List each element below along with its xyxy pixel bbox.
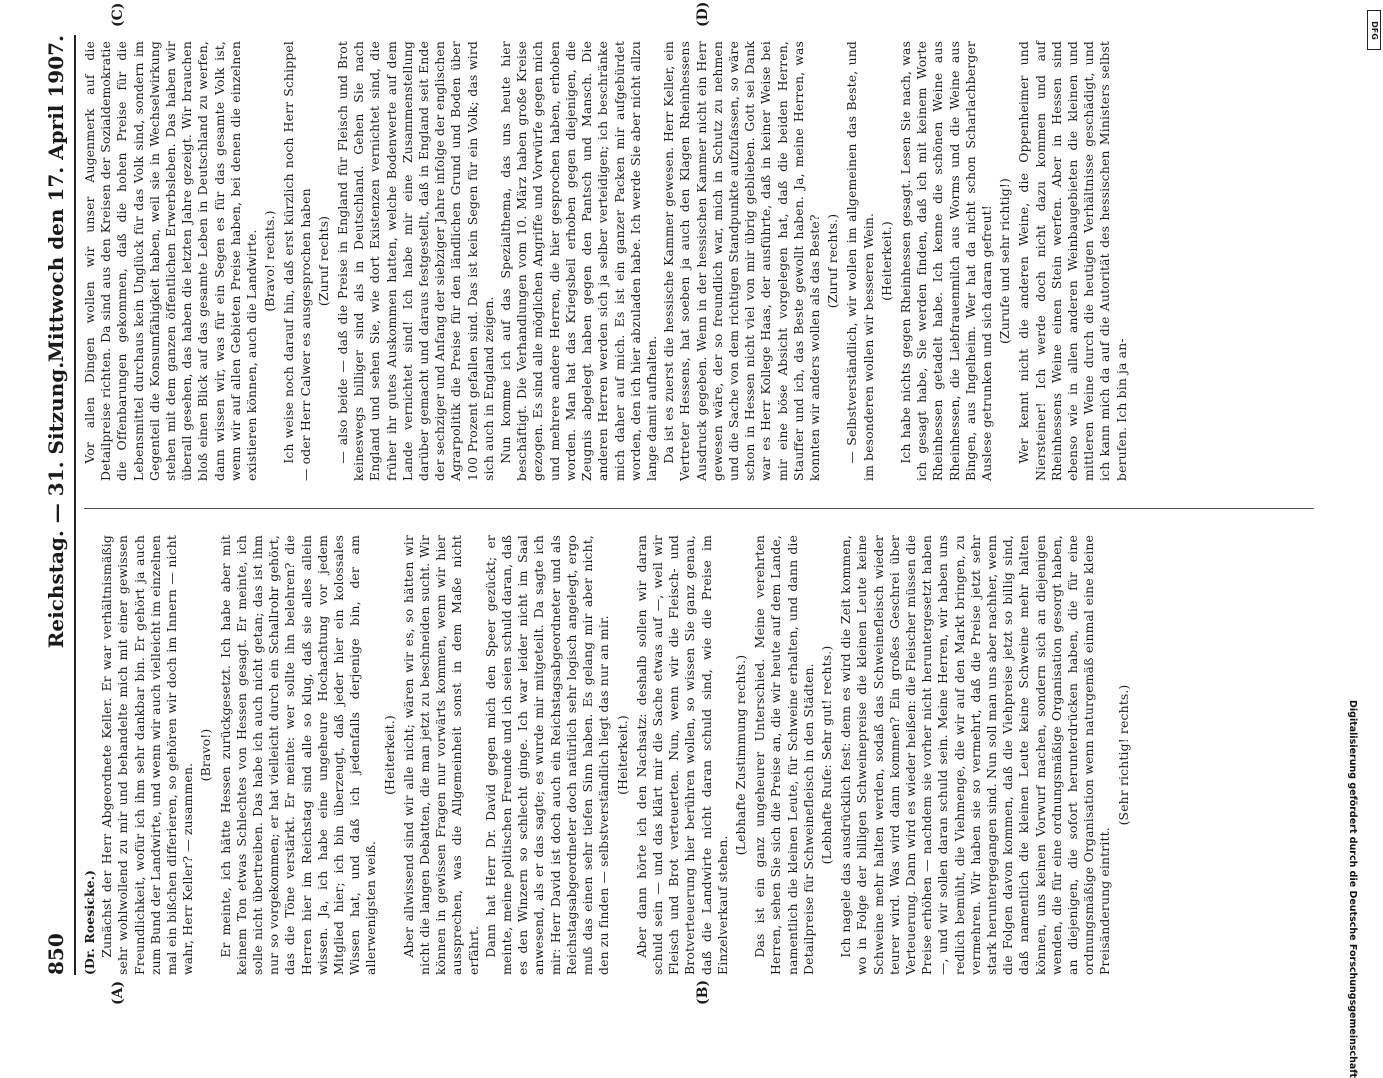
- paragraph: Er meinte, ich hätte Hessen zurückgesetzt. Ich habe aber mit keinem Ton etwas Schlechtes von Hessen gesagt. Er meinte, ich solle nicht übertreiben. Das habe ich auch nicht getan; das ist ihm nur so vorgekommen; er hat vielleicht durch ein Schallrohr gehört, das die Töne verstärkt. Er meinte: wer sollte ihn belehren? die Herren hier im Reichstag sind alle so klug, daß sie alles allein wissen. Ja, ich habe eine ungeheure Hochachtung vor jedem Mitglied hier; ich bin überzeugt, daß jeder hier ein kolossales Wissen hat, und daß ich jedenfalls derjenige bin, der am allerwenigsten weiß.: [217, 535, 379, 975]
- paragraph: Aber dann hörte ich den Nachsatz: deshalb sollen wir daran schuld sein — und das klärt mir die Sache etwas auf —, weil wir Fleisch und Brot verteuerten. Nun, wenn wir die Fleisch- und Brotverteuerung hier berühren wollen, so wissen Sie ganz genau, daß die Landwirte nicht daran schuld sind, wie die Preise im Einzelverkauf stehen.: [633, 535, 730, 975]
- paragraph: — also beide — daß die Preise in England für Fleisch und Brot keineswegs billiger sind als in Deutschland. Gehen Sie nach England und sehen Sie, wie dort Existenzen vernichtet sind, die früher ihr gutes Auskommen hatten, welche Bodenwerte auf dem Lande vernichtet sind! Ich habe mir eine Zusammenstellung darüber gemacht und daraus festgestellt, daß in England seit Ende der sechziger und Anfang der siebziger Jahre infolge der englischen Agrarpolitik die Preise für den ländlichen Grund und Boden über 100 Prozent gefallen sind. Das ist kein Segen für ein Volk; das wird sich auch in England zeigen.: [335, 41, 496, 481]
- paragraph: Dann hat Herr Dr. David gegen mich den Speer gezückt; er meinte, meine politischen Freunde und ich seien schuld daran, daß es den Winzern so schlecht ginge. Ich war leider nicht im Saal anwesend, als er das sagte; es wurde mir mitgeteilt. Da sagte ich mir: Herr David ist doch auch ein Reichstagsabgeordneter und als Reichstagsabgeordneter doch natürlich sehr logisch angelegt, ergo muß das einen sehr tiefen Sinn haben. Es gelang mir aber nicht, den zu finden — selbstverständlich liegt das nur an mir.: [482, 535, 612, 975]
- paragraph: Ich nagele das ausdrücklich fest: denn es wird die Zeit kommen, wo in Folge der billigen Schweinepreise die kleinen Leute keine Schweine mehr halten werden, sodaß das Schweinefleisch wieder teurer wird. Was wird dann kommen? Ein großes Geschrei über Verteuerung. Dann wird es wieder heißen: die Fleischer müssen die Preise erhöhen — nachdem sie vorher nicht heruntergesetzt haben —, und wir sollen daran schuld sein. Meine Herren, wir haben uns redlich bemüht, die Viehmenge, die wir auf den Markt bringen, zu vermehren. Wir haben sie so vermehrt, daß die Preise jetzt sehr stark heruntergegangen sind. Nun soll man uns aber nachher, wenn die Folgen davon kommen, daß die Viehpreise jetzt so billig sind, daß namentlich die kleinen Leute keine Schweine mehr halten können, uns keinen Vorwurf machen, sondern sich an diejenigen wenden, die für eine ordnungsmäßige Organisation gesorgt haben, an diejenigen, die sofort herunterdrücken haben, die für eine ordnungsmäßige Organisation wenn naturgemäß einmal eine kleine Preisänderung eintritt.: [838, 535, 1113, 975]
- page-header: [40, 35, 74, 975]
- interjection: (Zuruf rechts.): [825, 213, 841, 309]
- interjection: (Heiterkeit.): [878, 221, 894, 301]
- dfg-logo-text: DFG: [1369, 20, 1379, 40]
- session-title: Reichstag. — 31. Sitzung.: [44, 361, 68, 649]
- paragraph: Aber allwissend sind wir alle nicht; wären wir es, so hätten wir nicht die langen Debatten, die man jetzt zu beschneiden sucht. Wir können in gewissen Fragen nur vorwärts kommen, wenn wir hier aussprechen, was die Allgemeinheit sonst in dem Maße nicht erfährt.: [400, 535, 481, 975]
- interjection: (Heiterkeit.): [381, 715, 397, 795]
- margin-letter-a: (A): [110, 980, 126, 1005]
- interjection: (Zuruf rechts): [315, 215, 331, 307]
- interjection: (Heiterkeit.): [614, 715, 630, 795]
- paragraph: Nun komme ich auf das Spezialthema, das uns heute hier beschäftigt. Die Verhandlungen vom 10. März haben große Kreise gezogen. Es sind alle möglichen Angriffe und Vorwürfe gegen mich und mehrere andere Herren, die hier gesprochen haben, erhoben worden. Man hat das Kriegsbeil erhoben gegen diejenigen, die Zeugnis abgelegt haben gegen den Pantsch und Mansch. Die anderen Herren werden sich ja selber verteidigen; ich beschränke mich daher auf mich. Es ist ein ganzer Packen mir aufgebürdet worden, den ich hier abzuladen habe. Ich werde Sie aber nicht allzu lange damit aufhalten.: [498, 41, 659, 481]
- margin-letter-c: (C): [110, 2, 126, 27]
- paragraph: Ich weise noch darauf hin, daß erst kürzlich noch Herr Schippel — oder Herr Calwer es ausgesprochen haben: [281, 41, 313, 481]
- printed-page: [40, 1, 1330, 1005]
- speaker-label: (Dr. Roesicke.): [82, 869, 97, 975]
- session-date: Mittwoch den 17. April 1907.: [44, 35, 68, 363]
- interjection: (Zurufe und sehr richtig!): [997, 178, 1013, 344]
- paragraph: Da ist es zuerst die hessische Kammer gewesen. Herr Keller, ein Vertreter Hessens, hat soeben ja auch den Klagen Rheinhessens Ausdruck gegeben. Wenn in der hessischen Kammer nicht ein Herr gewesen wäre, der so freundlich war, mich in Schutz zu nehmen und die Sache von dem richtigen Standpunkte aufzufassen, so wäre schon in Hessen nicht viel von mir übrig geblieben. Gott sei Dank war es Herr Kollege Haas, der ausführte, daß in keiner Weise bei mir eine böse Absicht vorgelegen hat, daß die beiden Herren, Stauffer und ich, das Beste gewollt haben. Ja, meine Herren, was konnten wir anders wollen als das Beste?: [661, 41, 822, 481]
- paragraph: Wer kennt nicht die anderen Weine, die Oppenheimer und Niersteiner! Ich werde doch nicht dazu kommen und auf Rheinhessens Weine einen Stein werfen. Aber in Hessen sind ebenso wie in allen anderen Weinbaugebieten die kleinen und mittleren Weine durch die heutigen Verhältnisse geschädigt, und ich kann mich da auf die Autorität des hessischen Ministers selbst berufen. Ich bin ja an-: [1016, 41, 1129, 481]
- interjection: (Lebhafte Zustimmung rechts.): [732, 654, 748, 856]
- interjection: (Sehr richtig! rechts.): [1115, 684, 1131, 826]
- right-column: [82, 41, 1131, 481]
- interjection: (Lebhafte Rufe: Sehr gut! rechts.): [818, 645, 834, 865]
- margin-letter-d: (D): [695, 1, 711, 27]
- interjection: (Bravo! rechts.): [262, 210, 278, 312]
- paragraph: Zunächst der Herr Abgeordnete Keller. Er war verhältnismäßig sehr wohlwollend zu mir und behandelte mich mit einer gewissen Freundlichkeit, wofür ich ihm sehr dankbar bin. Er gehört ja auch zum Bund der Landwirte, und wenn wir auch vielleicht im einzelnen mal ein bißchen differieren, so gehören wir doch im Innern — nicht wahr, Herr Keller? — zusammen.: [99, 535, 196, 975]
- paragraph: Ich habe nichts gegen Rheinhessen gesagt. Lesen Sie nach, was ich gesagt habe, Sie werden finden, daß ich mit keinem Worte Rheinhessen getadelt habe. Ich kenne die schönen Weine aus Rheinhessen, die Liebfrauenmilch aus Worms und die Weine aus Bingen, aus Ingelheim. Wer hat da nicht schon Scharlachberger Auslese getrunken und sich daran gefreut!: [897, 41, 994, 481]
- margin-letter-b: (B): [695, 979, 711, 1005]
- left-column: [82, 535, 1135, 975]
- paragraph: — Selbstverständlich, wir wollen im allgemeinen das Beste, und im besonderen wollen wir besseren Wein.: [844, 41, 876, 481]
- header-rule: [74, 35, 76, 975]
- paragraph: Das ist ein ganz ungeheurer Unterschied. Meine verehrten Herren, sehen Sie sich die Preise an, die wir heute auf dem Lande, namentlich die kleinen Leute, für Schweine erhalten, und dann die Detailpreise für Schweinefleisch in den Städten.: [752, 535, 816, 975]
- page-number: 850: [44, 933, 68, 975]
- dfg-logo: [1367, 10, 1381, 50]
- column-separator: [84, 508, 1314, 509]
- paragraph: Vor allen Dingen wollen wir unser Augenmerk auf die Detailpreise richten. Da sind aus den Kreisen der Sozialdemokratie die Offenbarungen gekommen, daß die hohen Preise für die Lebensmittel durchaus kein Unglück für das Volk sind, sondern im Gegenteil die Konsumfähigkeit haben, weil sie in Wechselwirkung stehen mit dem ganzen öffentlichen Erwerbsleben. Das haben wir überall gesehen, das haben die letzten Jahre gezeigt. Wir brauchen bloß einen Blick auf das gesamte Leben in Deutschland zu werfen, dann wissen wir, was für ein Segen es für das gesamte Volk ist, wenn wir auf allen Gebieten Preise haben, bei denen die einzelnen existieren können, auch die Landwirte.: [82, 41, 260, 481]
- digitization-note: Digitalisierung gefördert durch die Deutsche Forschungsgemeinschaft: [1347, 700, 1358, 1078]
- interjection: (Bravo!): [198, 728, 214, 782]
